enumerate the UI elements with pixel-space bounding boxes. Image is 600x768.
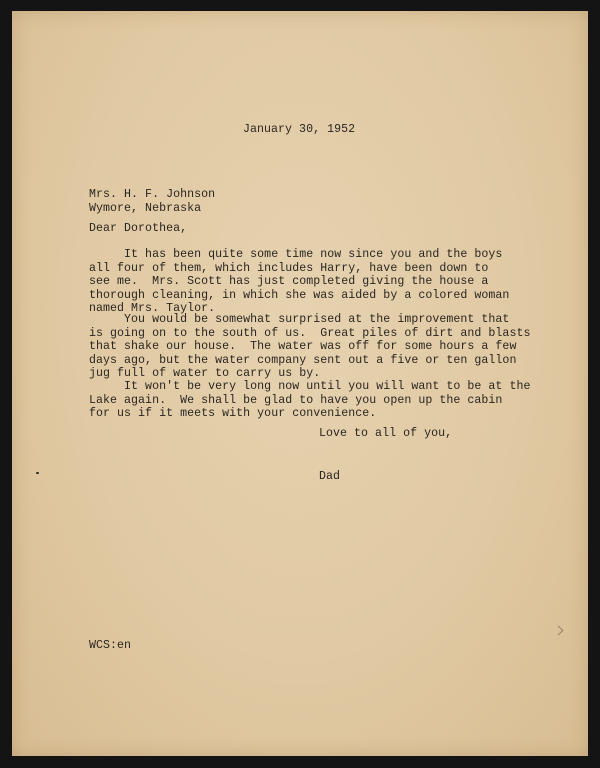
body-paragraph: You would be somewhat surprised at the improvement that is going on to the south of us. Great piles of dirt and blasts that shake our house. The water was off for some hours a few days ago, but the water company sent out a five or ten gallon jug full of water to carry us by. <box>89 313 531 381</box>
reference-initials: WCS:en <box>89 639 132 652</box>
pencil-mark <box>554 626 564 636</box>
letter-date: January 30, 1952 <box>243 123 356 136</box>
letter-page <box>12 11 588 756</box>
body-paragraph: It won't be very long now until you will want to be at the Lake again. We shall be glad to have you open up the cabin for us if it meets with your convenience. <box>89 380 531 421</box>
closing: Love to all of you, <box>319 427 453 440</box>
ink-spot <box>36 472 39 474</box>
signature: Dad <box>319 470 341 483</box>
recipient-address: Mrs. H. F. Johnson Wymore, Nebraska <box>89 188 216 215</box>
salutation: Dear Dorothea, <box>89 222 188 235</box>
body-paragraph: It has been quite some time now since you and the boys all four of them, which includes Harry, have been down to see me. Mrs. Scott has just completed giving the house a thorough cleaning, in which she was aided by a colored woman named Mrs. Taylor. <box>89 248 510 316</box>
